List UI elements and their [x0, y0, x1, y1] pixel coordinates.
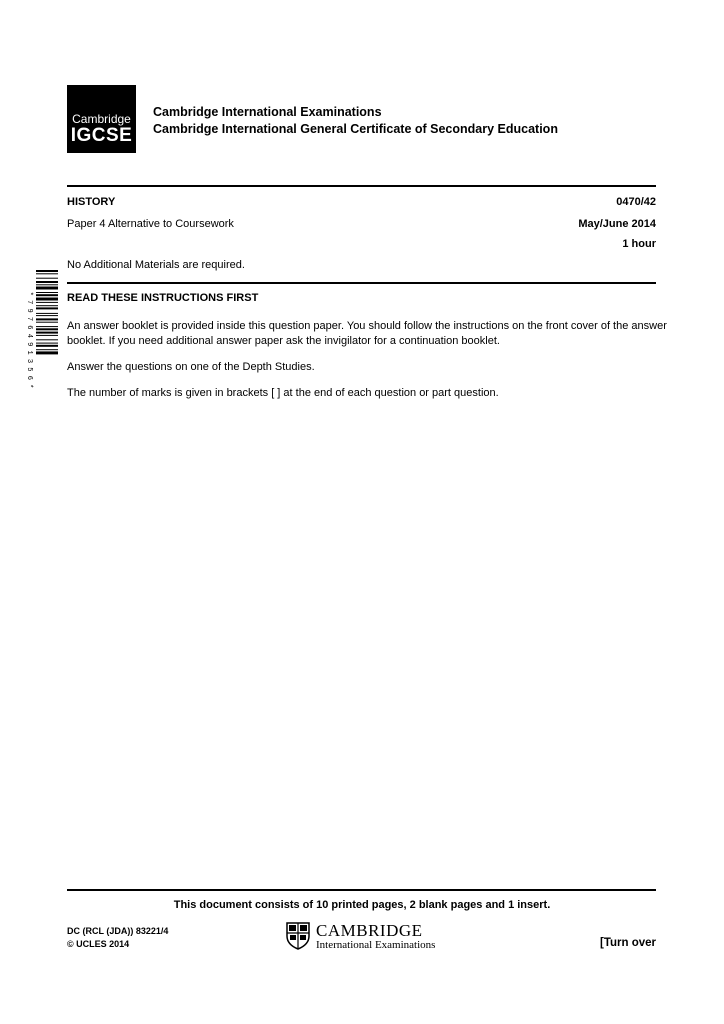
barcode-bar — [36, 351, 58, 354]
cambridge-footer-logo — [286, 922, 436, 952]
instruction-paragraph-1: An answer booklet is provided inside this question paper. You should follow the instructions on the front cover of the answer booklet. If you need additional answer paper ask the invigilator for a continuation booklet. — [67, 320, 667, 347]
barcode-bar — [36, 305, 58, 306]
barcode-bar — [36, 332, 58, 334]
cambridge-crest-icon — [286, 922, 310, 950]
header-divider — [67, 185, 656, 187]
board-subtitle: International Examinations — [316, 939, 436, 951]
qualification-title: Cambridge International General Certificate of Secondary Education — [153, 122, 558, 136]
page-count-note: This document consists of 10 printed pages, 2 blank pages and 1 insert. — [173, 899, 551, 911]
barcode-bar — [36, 281, 58, 283]
cambridge-igcse-logo — [67, 85, 136, 153]
barcode-bar — [36, 313, 58, 314]
barcode-bar — [36, 270, 58, 272]
barcode-bar — [36, 307, 58, 309]
barcode-bar — [36, 284, 58, 285]
barcode-digits: * 7 9 7 6 4 9 1 3 5 6 * — [25, 291, 33, 389]
footer-divider — [67, 889, 656, 891]
barcode-bar — [36, 278, 58, 279]
board-name: CAMBRIDGE — [316, 921, 423, 940]
logo-igcse-text: IGCSE — [70, 125, 133, 146]
barcode-bar — [36, 328, 58, 330]
turn-over-note: [Turn over — [599, 937, 656, 949]
copyright-notice: © UCLES 2014 — [67, 939, 130, 949]
barcode-bar — [36, 298, 58, 301]
barcode-bar — [36, 292, 58, 293]
barcode-bar — [36, 302, 58, 303]
barcode-bar — [36, 294, 58, 296]
barcode-bar — [36, 326, 58, 327]
barcode-bar — [36, 318, 58, 320]
exam-session: May/June 2014 — [578, 218, 656, 230]
materials-note: No Additional Materials are required. — [67, 259, 245, 271]
barcode-bar — [36, 322, 58, 323]
barcode-bar — [36, 287, 58, 290]
exam-board-title: Cambridge International Examinations — [153, 105, 382, 119]
barcode-bar — [36, 315, 58, 316]
paper-title: Paper 4 Alternative to Coursework — [67, 218, 234, 230]
logo-cambridge-text: Cambridge — [72, 112, 131, 126]
barcode-bar — [36, 339, 58, 340]
paper-code: 0470/42 — [616, 196, 656, 208]
barcode-bar — [36, 273, 58, 274]
document-reference: DC (RCL (JDA)) 83221/4 — [67, 926, 169, 936]
barcode-number — [23, 270, 31, 410]
instruction-paragraph-3: The number of marks is given in brackets [ ] at the end of each question or part question. — [67, 387, 499, 399]
exam-duration: 1 hour — [622, 238, 656, 250]
instruction-paragraph-2: Answer the questions on one of the Depth Studies. — [67, 361, 315, 373]
barcode-bar — [36, 349, 58, 350]
barcode-bar — [36, 343, 58, 344]
barcode-bar — [36, 335, 58, 336]
subject-name: HISTORY — [67, 196, 116, 208]
instructions-divider — [67, 282, 656, 284]
barcode-bar — [36, 345, 58, 347]
instructions-heading: READ THESE INSTRUCTIONS FIRST — [67, 292, 259, 304]
